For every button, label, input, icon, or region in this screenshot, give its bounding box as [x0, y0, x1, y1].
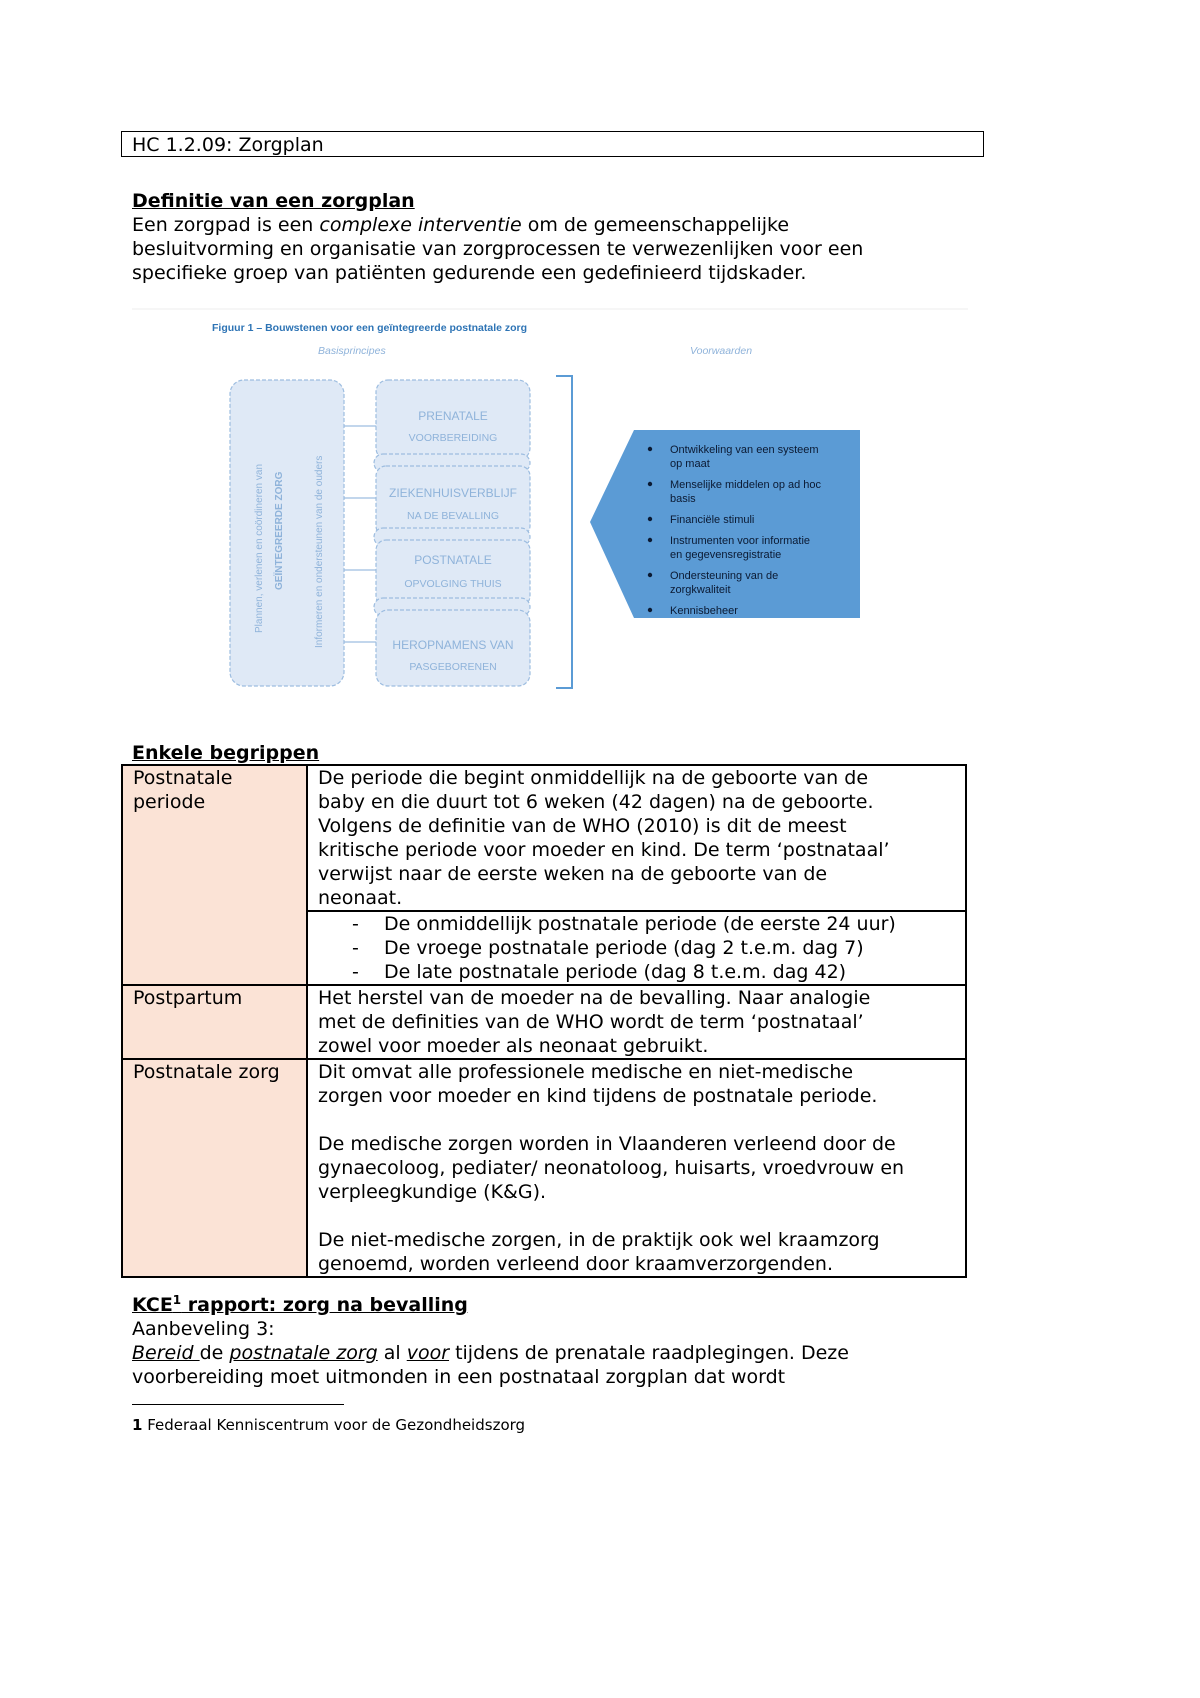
- period-bullet-list: [318, 912, 955, 984]
- list-item: - De onmiddellijk postnatale periode (de eerste 24 uur): [318, 912, 955, 936]
- integrated-care-box: [230, 380, 344, 686]
- block-1-line-1: PRENATALE: [418, 409, 488, 423]
- definition-line: met de definities van de WHO wordt de term ‘postnataal’: [318, 1011, 864, 1033]
- footnote-ref: 1: [172, 1293, 182, 1307]
- definition-line: verwijst naar de eerste weken na de geboorte van de: [318, 863, 828, 885]
- definition-cell-bullets: [307, 911, 966, 985]
- figure-col-left-label: Basisprincipes: [318, 345, 386, 357]
- table-row: [122, 765, 966, 911]
- term-line: periode: [133, 791, 206, 813]
- block-1-line-2: VOORBEREIDING: [408, 432, 498, 444]
- condition-item: basis: [670, 493, 696, 505]
- figure-caption: Figuur 1 – Bouwstenen voor een geïntegreerde postnatale zorg: [212, 322, 528, 334]
- condition-bullet: [648, 447, 652, 451]
- condition-bullet: [648, 517, 652, 521]
- definition-cell: [307, 1059, 966, 1277]
- definition-cell: [307, 985, 966, 1059]
- condition-item: Financiële stimuli: [670, 514, 755, 526]
- section-heading-definition: Definitie van een zorgplan: [132, 190, 415, 212]
- definition-line: Volgens de definitie van de WHO (2010) is dit de meest: [318, 815, 847, 837]
- figure-col-right-label: Voorwaarden: [690, 345, 753, 357]
- term-cell: [122, 765, 307, 985]
- block-2-line-1: ZIEKENHUISVERBLIJF: [388, 486, 518, 500]
- block-2-line-2: NA DE BEVALLING: [406, 510, 500, 522]
- vertical-label-3: Informeren en ondersteunen van de ouders: [314, 455, 325, 648]
- definition-line: genoemd, worden verleend door kraamverzorgenden.: [318, 1253, 833, 1275]
- definition-cell: [307, 765, 966, 911]
- definition-line: zowel voor moeder als neonaat gebruikt.: [318, 1035, 709, 1057]
- definition-line: De niet-medische zorgen, in de praktijk ook wel kraamzorg: [318, 1229, 880, 1251]
- definition-line-3: specifieke groep van patiënten gedurende een gedefinieerd tijdskader.: [132, 262, 807, 284]
- term-cell: [122, 985, 307, 1059]
- definition-line-2: besluitvorming en organisatie van zorgprocessen te verwezenlijken voor een: [132, 238, 864, 260]
- recommendation-line-2: voorbereiding moet uitmonden in een postnataal zorgplan dat wordt: [132, 1366, 786, 1388]
- block-3-line-1: POSTNATALE: [414, 553, 492, 567]
- condition-item: Instrumenten voor informatie: [670, 535, 811, 547]
- term-line: Postnatale: [133, 767, 233, 789]
- footnote-separator: [132, 1404, 344, 1405]
- definition-line: Het herstel van de moeder na de bevalling. Naar analogie: [318, 987, 871, 1009]
- definition-line-1: Een zorgpad is een complexe interventie om de gemeenschappelijke: [132, 214, 790, 236]
- section-heading-kce: KCE$^1$ rapport: zorg na bevalling: [132, 1293, 468, 1316]
- block-3-line-2: OPVOLGING THUIS: [404, 578, 502, 590]
- title-box: [121, 131, 984, 157]
- definition-line: De medische zorgen worden in Vlaanderen verleend door de: [318, 1133, 896, 1155]
- definition-line: neonaat.: [318, 887, 403, 909]
- list-item: - De vroege postnatale periode (dag 2 t.e.m. dag 7): [318, 936, 955, 960]
- term-line: Postpartum: [133, 987, 243, 1009]
- condition-item: Kennisbeheer: [670, 605, 738, 617]
- condition-item: Ondersteuning van de: [670, 570, 779, 582]
- condition-bullet: [648, 482, 652, 486]
- bracket: [556, 376, 572, 688]
- recommendation-line-1: Bereid de postnatale zorg al voor tijdens de prenatale raadplegingen. Deze: [132, 1342, 849, 1364]
- definition-line: kritische periode voor moeder en kind. De term ‘postnataal’: [318, 839, 890, 861]
- vertical-label-2: GEÏNTEGREERDE ZORG: [274, 471, 285, 590]
- condition-item: Ontwikkeling van een systeem: [670, 444, 819, 456]
- definition-line: zorgen voor moeder en kind tijdens de postnatale periode.: [318, 1085, 878, 1107]
- footnote: 1 Federaal Kenniscentrum voor de Gezondheidszorg: [132, 1416, 526, 1434]
- definition-line: gynaecoloog, pediater/ neonatoloog, huisarts, vroedvrouw en: [318, 1157, 905, 1179]
- definition-line: Dit omvat alle professionele medische en niet-medische: [318, 1061, 854, 1083]
- block-4-line-1: HEROPNAMENS VAN: [392, 638, 514, 652]
- figure-building-blocks: [132, 308, 968, 700]
- condition-item: Menselijke middelen op ad hoc: [670, 479, 822, 491]
- condition-bullet: [648, 573, 652, 577]
- section-heading-terms: Enkele begrippen: [132, 742, 320, 764]
- table-row: [122, 985, 966, 1059]
- figure-diagram: [132, 308, 968, 700]
- definition-line: verpleegkundige (K&G).: [318, 1181, 547, 1203]
- condition-bullet: [648, 538, 652, 542]
- block-hospital-stay: [376, 466, 530, 536]
- condition-item: en gegevensregistratie: [670, 549, 782, 561]
- vertical-label-1: Plannen, verlenen en coördineren van: [254, 463, 265, 633]
- term-cell: [122, 1059, 307, 1277]
- block-4-line-2: PASGEBORENEN: [409, 661, 497, 673]
- block-postnatal-followup: [376, 540, 530, 606]
- definition-line: De periode die begint onmiddellijk na de geboorte van de: [318, 767, 869, 789]
- condition-bullet: [648, 608, 652, 612]
- term-line: Postnatale zorg: [133, 1061, 280, 1083]
- page-title: HC 1.2.09: Zorgplan: [132, 134, 324, 156]
- condition-item: op maat: [670, 458, 710, 470]
- table-row: [122, 1059, 966, 1277]
- definition-line: baby en die duurt tot 6 weken (42 dagen) na de geboorte.: [318, 791, 874, 813]
- recommendation-label: Aanbeveling 3:: [132, 1318, 275, 1340]
- terms-table: [121, 764, 967, 1278]
- condition-item: zorgkwaliteit: [670, 584, 731, 596]
- list-item: - De late postnatale periode (dag 8 t.e.m. dag 42): [318, 960, 955, 984]
